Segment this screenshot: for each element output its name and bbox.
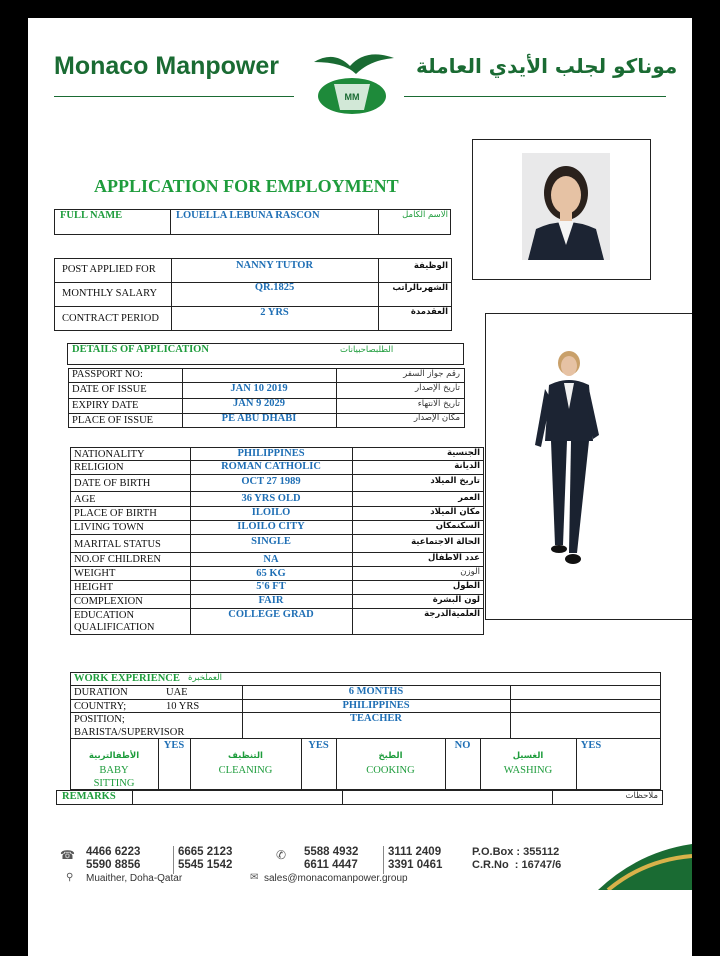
- personal-label-7: NO.OF CHILDREN: [74, 554, 161, 565]
- personal-value-4: ILOILO: [251, 507, 291, 518]
- personal-label-6: MARITAL STATUS: [74, 539, 161, 550]
- personal-label-ar-5: السكنمكان: [435, 521, 480, 531]
- passport-label-3: PLACE OF ISSUE: [72, 415, 154, 426]
- footer-email: sales@monacomanpower.group: [264, 873, 408, 884]
- footer-address: Muaither, Doha-Qatar: [86, 873, 183, 884]
- footer-mobile-2b: 3391 0461: [388, 859, 443, 871]
- personal-value-9: 5'6 FT: [256, 581, 286, 592]
- personal-label-8: WEIGHT: [74, 568, 116, 579]
- passport-photo: [522, 153, 610, 260]
- passport-photo-frame: [472, 139, 651, 280]
- job-value-2: 2 YRS: [260, 307, 289, 318]
- company-logo: [304, 40, 400, 118]
- job-label-ar-0: الوظيفة: [413, 261, 448, 271]
- personal-label-2: DATE OF BIRTH: [74, 478, 151, 489]
- personal-label-3: AGE: [74, 494, 96, 505]
- passport-label-ar-3: مكان الإصدار: [413, 413, 460, 423]
- work-duration-country: UAE: [166, 687, 188, 698]
- skill-en-3: WASHING: [503, 765, 553, 776]
- skill-ar-0: الأطفالتربية: [88, 751, 140, 761]
- skill-answer-1: YES: [308, 740, 329, 751]
- skill-ar-1: التنظيف: [228, 751, 263, 761]
- skill-ar-3: الغسيل: [512, 751, 544, 761]
- skill-en-2: COOKING: [366, 765, 415, 776]
- skill-answer-3: YES: [580, 740, 602, 751]
- full-name-label: FULL NAME: [60, 210, 123, 221]
- personal-label-ar-10: لون البشرة: [432, 595, 480, 605]
- personal-label-9: HEIGHT: [74, 582, 114, 593]
- footer-mobile-1b: 3111 2409: [388, 846, 442, 858]
- company-name-en: Monaco Manpower: [54, 52, 280, 80]
- footer-pobox: P.O.Box : 355112: [472, 846, 560, 858]
- full-name-label-ar: الاسم الكامل: [402, 210, 448, 220]
- passport-label-2: EXPIRY DATE: [72, 400, 139, 411]
- personal-label-11: EDUCATION: [74, 610, 135, 621]
- job-label-ar-1: الشهرىالراتب: [392, 283, 448, 293]
- personal-value-0: PHILIPPINES: [237, 448, 305, 459]
- work-country-label: COUNTRY;: [74, 701, 127, 712]
- skill-en-0-line2: SITTING: [93, 778, 135, 789]
- company-name-ar: موناكو لجلب الأيدي العاملة: [416, 54, 678, 78]
- personal-label-5: LIVING TOWN: [74, 522, 144, 533]
- personal-value-8: 65 KG: [256, 568, 286, 579]
- skill-en-1: CLEANING: [218, 765, 273, 776]
- footer-swoosh: [598, 830, 692, 890]
- work-duration-value: 6 MONTHS: [348, 686, 404, 697]
- skill-answer-0: YES: [163, 740, 185, 751]
- mobile-icon: ✆: [276, 848, 287, 862]
- passport-value-1: JAN 10 2019: [230, 383, 288, 394]
- passport-label-0: PASSPORT NO:: [72, 369, 143, 380]
- passport-label-ar-0: رقم جواز السفر: [403, 369, 460, 379]
- personal-label-ar-11: العلميةالدرجة: [424, 609, 480, 619]
- job-label-0: POST APPLIED FOR: [62, 264, 156, 275]
- passport-value-3: PE ABU DHABI: [221, 413, 297, 424]
- skill-ar-2: الطبخ: [378, 751, 403, 761]
- work-header: WORK EXPERIENCE: [74, 673, 180, 684]
- location-icon: ⚲: [66, 872, 74, 883]
- personal-value-3: 36 YRS OLD: [241, 493, 301, 504]
- footer-cr: C.R.No : 16747/6: [472, 859, 562, 871]
- footer: [28, 842, 692, 894]
- full-name-value: LOUELLA LEBUNA RASCON: [176, 210, 320, 221]
- svg-text:MM: MM: [344, 92, 360, 102]
- remarks-label-ar: ملاحظات: [625, 791, 658, 801]
- email-icon: ✉: [250, 872, 259, 883]
- job-label-2: CONTRACT PERIOD: [62, 313, 159, 324]
- passport-value-2: JAN 9 2029: [233, 398, 285, 409]
- job-value-0: NANNY TUTOR: [235, 260, 314, 271]
- personal-value-10: FAIR: [258, 595, 284, 606]
- footer-mobile-1a: 5588 4932: [304, 846, 359, 858]
- personal-label-ar-0: الجنسية: [447, 448, 480, 458]
- personal-label-ar-8: الوزن: [460, 567, 480, 577]
- job-value-1: QR.1825: [254, 282, 295, 293]
- personal-value-2: OCT 27 1989: [241, 476, 301, 487]
- footer-mobile-2a: 6611 4447: [304, 859, 358, 871]
- personal-label-11-line2: QUALIFICATION: [74, 622, 155, 633]
- work-position-value: TEACHER: [350, 713, 402, 724]
- footer-phone-2b: 5545 1542: [178, 859, 233, 871]
- personal-label-ar-3: العمر: [458, 493, 480, 503]
- personal-label-ar-6: الحالة الاجتماعية: [411, 537, 480, 547]
- work-country-years: 10 YRS: [166, 701, 200, 712]
- footer-phone-1b: 6665 2123: [178, 846, 233, 858]
- personal-label-4: PLACE OF BIRTH: [74, 508, 157, 519]
- footer-phone-2a: 5590 8856: [86, 859, 141, 871]
- personal-label-ar-7: عدد الاطفال: [428, 553, 480, 563]
- passport-label-ar-1: تاريخ الإصدار: [415, 383, 460, 393]
- personal-label-ar-1: الديانة: [454, 461, 480, 471]
- personal-value-1: ROMAN CATHOLIC: [221, 461, 321, 472]
- application-form: [28, 18, 692, 956]
- personal-value-7: NA: [263, 554, 279, 565]
- personal-label-ar-4: مكان الميلاد: [430, 507, 480, 517]
- passport-label-ar-2: تاريخ الانتهاء: [417, 399, 460, 409]
- passport-label-1: DATE OF ISSUE: [72, 384, 147, 395]
- personal-label-1: RELIGION: [74, 462, 124, 473]
- personal-label-10: COMPLEXION: [74, 596, 143, 607]
- personal-label-0: NATIONALITY: [74, 449, 145, 460]
- personal-value-5: ILOILO CITY: [237, 521, 305, 532]
- work-position-label: POSITION;: [74, 714, 125, 725]
- page-title: APPLICATION FOR EMPLOYMENT: [94, 176, 399, 196]
- remarks-label: REMARKS: [62, 791, 116, 802]
- work-position-label-2: BARISTA/SUPERVISOR: [74, 727, 185, 738]
- phone-icon: ☎: [60, 848, 75, 862]
- personal-label-ar-9: الطول: [452, 581, 480, 591]
- personal-value-11: COLLEGE GRAD: [228, 609, 314, 620]
- full-body-photo-frame: [485, 313, 692, 620]
- work-header-ar: العملخبرة: [188, 673, 222, 683]
- work-country-value: PHILIPPINES: [342, 700, 410, 711]
- job-label-1: MONTHLY SALARY: [62, 288, 158, 299]
- work-duration-label: DURATION: [74, 687, 128, 698]
- details-header-label-ar: الطلبصاحبيانات: [340, 345, 394, 355]
- skill-answer-2: NO: [454, 740, 471, 751]
- skill-en-0: BABY: [99, 765, 129, 776]
- personal-value-6: SINGLE: [251, 536, 291, 547]
- details-header-label: DETAILS OF APPLICATION: [72, 344, 209, 355]
- personal-label-ar-2: تاريخ الميلاد: [430, 476, 480, 486]
- footer-phone-1a: 4466 6223: [86, 846, 141, 858]
- job-label-ar-2: العقدمدة: [410, 307, 448, 317]
- full-body-photo: [531, 349, 611, 571]
